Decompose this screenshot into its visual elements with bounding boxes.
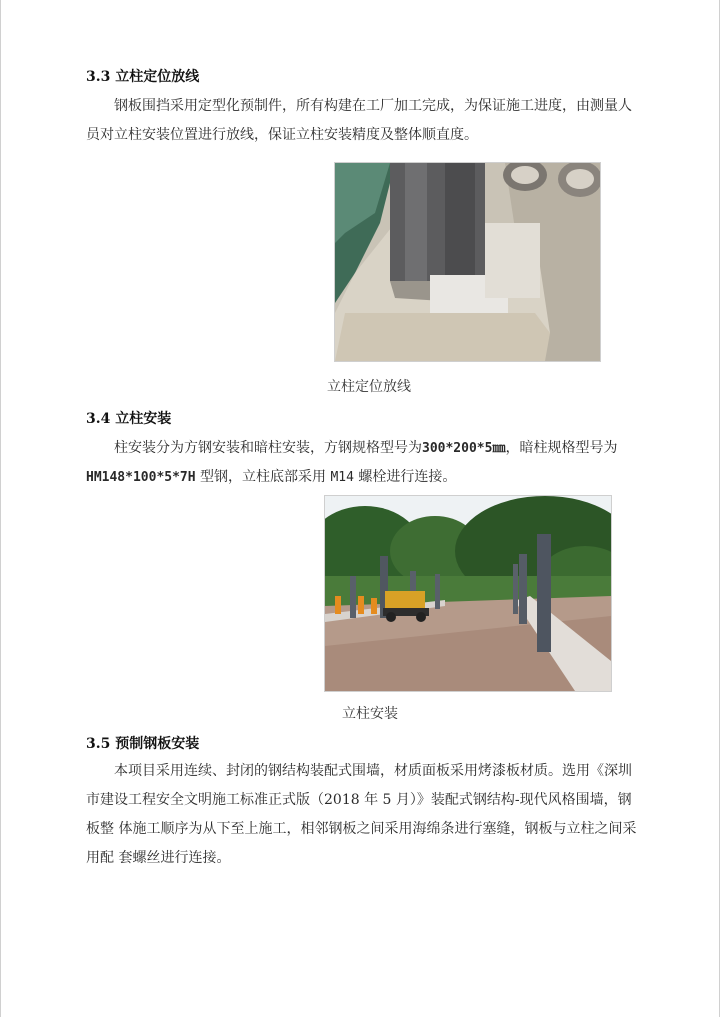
paragraph-3-3 [86, 92, 661, 150]
text-run-spec: M14 [330, 470, 354, 485]
figure-caption: 立柱安装 [342, 706, 398, 722]
paragraph-line [86, 434, 661, 463]
section-heading-3-3: 3.3 立柱定位放线 [86, 69, 200, 85]
paragraph-line: 员对立柱安装位置进行放线，保证立柱安装精度及整体顺直度。 [86, 127, 478, 143]
text-run: 螺栓进行连接。 [353, 469, 457, 485]
paragraph-3-5 [86, 757, 661, 873]
paragraph-line: 市建设工程安全文明施工标准正式版（2018 年 5 月）》装配式钢结构-现代风格围墙，钢 [86, 792, 632, 808]
column-layout-photo-image [335, 163, 600, 361]
text-run: ，暗柱规格型号为 [505, 440, 618, 456]
paragraph-line: 本项目采用连续、封闭的钢结构装配式围墙，材质面板采用烤漆板材质。选用《深圳 [114, 763, 632, 779]
column-installation-photo-image [325, 496, 611, 691]
text-run-spec: 300*200*5㎜ [422, 441, 506, 456]
column-layout-photo [334, 162, 601, 362]
paragraph-line: 钢板围挡采用定型化预制件，所有构建在工厂加工完成，为保证施工进度，由测量人 [114, 98, 632, 114]
text-run-spec: HM148*100*5*7H [86, 470, 196, 485]
section-heading-3-5: 3.5 预制钢板安装 [86, 736, 200, 752]
text-run: 型钢，立柱底部采用 [195, 469, 331, 485]
section-heading-3-4: 3.4 立柱安装 [86, 411, 172, 427]
text-run: 柱安装分为方钢安装和暗柱安装，方钢规格型号为 [114, 440, 422, 456]
paragraph-line: 用配 套螺丝进行连接。 [86, 850, 231, 866]
figure-caption: 立柱定位放线 [327, 379, 411, 395]
paragraph-3-4 [86, 434, 661, 492]
column-installation-photo [324, 495, 612, 692]
paragraph-line [86, 463, 661, 492]
paragraph-line: 板整 体施工顺序为从下至上施工，相邻钢板之间采用海绵条进行塞缝，钢板与立柱之间采 [86, 821, 637, 837]
